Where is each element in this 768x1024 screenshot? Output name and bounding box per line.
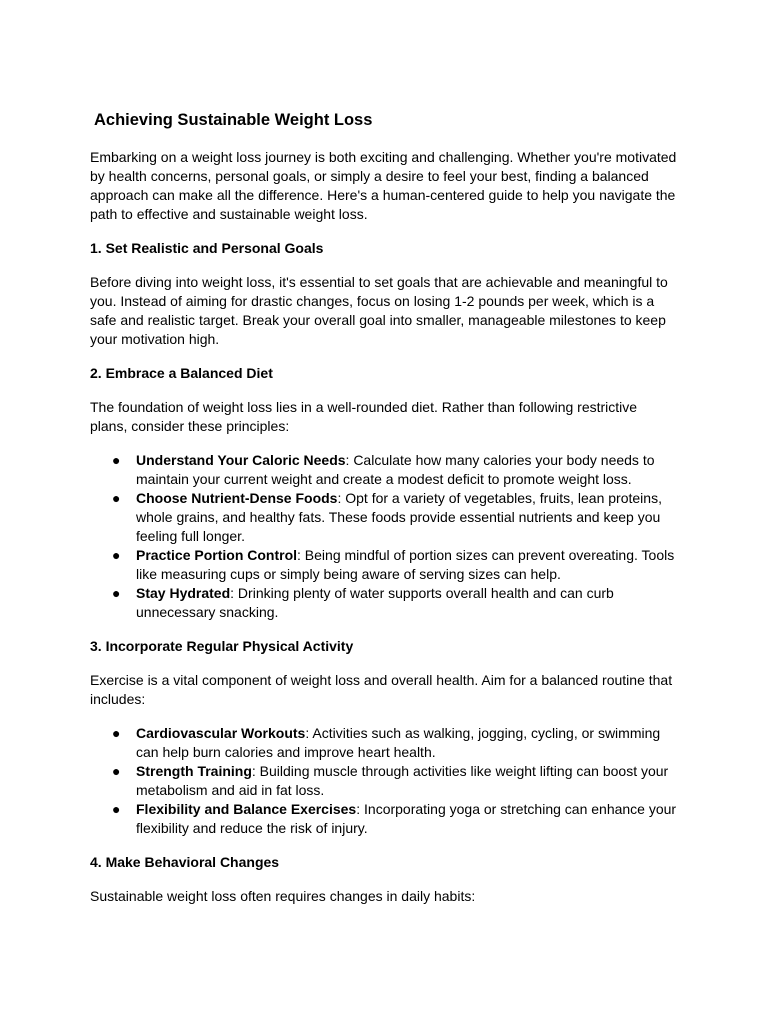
list-item-text: : Incorporating yoga or stretching can enhance your flexibility and reduce the risk of injury. — [136, 801, 677, 836]
list-item-text: : Building muscle through activities like weight lifting can boost your metabolism and aid in fat loss. — [136, 763, 669, 798]
section-2-list — [90, 451, 678, 622]
section-3-list — [90, 724, 678, 838]
bullet-icon: ● — [112, 490, 121, 506]
section-1-heading: 1. Set Realistic and Personal Goals — [90, 240, 324, 256]
section-2-heading: 2. Embrace a Balanced Diet — [90, 365, 273, 381]
section-2-body: The foundation of weight loss lies in a well-rounded diet. Rather than following restrictive plans, consider these principles: — [90, 399, 638, 434]
list-item — [90, 800, 678, 838]
list-item-term: Strength Training — [136, 763, 252, 779]
list-item-term: Understand Your Caloric Needs — [136, 452, 346, 468]
list-item — [90, 762, 678, 800]
list-item-text: : Calculate how many calories your body needs to maintain your current weight and create a modest deficit to promote weight loss. — [136, 452, 655, 487]
bullet-icon: ● — [112, 452, 121, 468]
section-3-body: Exercise is a vital component of weight loss and overall health. Aim for a balanced routine that includes: — [90, 672, 673, 707]
list-item — [90, 451, 678, 489]
list-item — [90, 584, 678, 622]
list-item-term: Cardiovascular Workouts — [136, 725, 306, 741]
section-3-heading: 3. Incorporate Regular Physical Activity — [90, 638, 354, 654]
intro-paragraph: Embarking on a weight loss journey is both exciting and challenging. Whether you're motivated by health concerns, personal goals, or simply a desire to feel your best, finding a balanced approach can make all the difference. Here's a human-centered guide to help you navigate the path to effective and sustainable weight loss. — [90, 149, 677, 222]
bullet-icon: ● — [112, 763, 121, 779]
list-item-text: : Drinking plenty of water supports overall health and can curb unnecessary snacking. — [136, 585, 614, 620]
list-item-term: Flexibility and Balance Exercises — [136, 801, 357, 817]
section-4-heading: 4. Make Behavioral Changes — [90, 854, 280, 870]
bullet-icon: ● — [112, 585, 121, 601]
list-item-term: Choose Nutrient-Dense Foods — [136, 490, 338, 506]
section-1-body: Before diving into weight loss, it's essential to set goals that are achievable and meaningful to you. Instead of aiming for drastic changes, focus on losing 1-2 pounds per week, which is a safe and realistic target. Break your overall goal into smaller, manageable milestones to keep your motivation high. — [90, 274, 668, 347]
bullet-icon: ● — [112, 725, 121, 741]
bullet-icon: ● — [112, 801, 121, 817]
list-item-term: Practice Portion Control — [136, 547, 298, 563]
list-item — [90, 724, 678, 762]
section-4-body: Sustainable weight loss often requires changes in daily habits: — [90, 888, 476, 904]
list-item — [90, 546, 678, 584]
list-item — [90, 489, 678, 546]
list-item-text: : Being mindful of portion sizes can prevent overeating. Tools like measuring cups or simply being aware of serving sizes can help. — [136, 547, 675, 582]
list-item-text: : Activities such as walking, jogging, cycling, or swimming can help burn calories and improve heart health. — [136, 725, 661, 760]
bullet-icon: ● — [112, 547, 121, 563]
list-item-text: : Opt for a variety of vegetables, fruits, lean proteins, whole grains, and healthy fats. These foods provide essential nutrients and keep you feeling full longer. — [136, 490, 662, 544]
document-title: Achieving Sustainable Weight Loss — [94, 111, 373, 129]
list-item-term: Stay Hydrated — [136, 585, 231, 601]
